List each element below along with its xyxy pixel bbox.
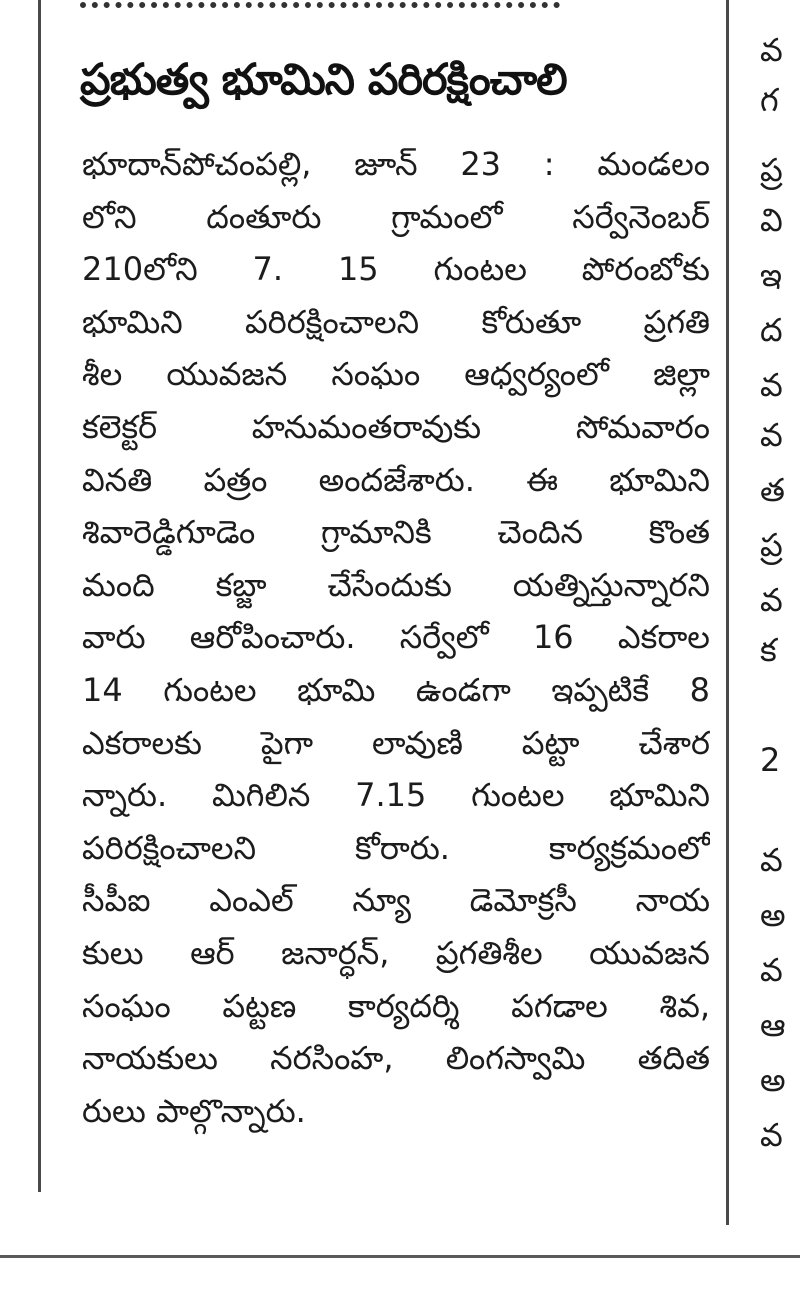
adjacent-column-fragment: వ	[760, 31, 783, 69]
adjacent-column-fragment: వ	[760, 416, 783, 454]
article-line: శివారెడ్డిగూడెం గ్రామానికి చెందిన కొంత	[82, 513, 710, 552]
article-line: కలెక్టర్ హనుమంతరావుకు సోమవారం	[82, 407, 710, 446]
adjacent-column-fragment: 2	[760, 741, 781, 779]
adjacent-column-fragment: ఆ	[760, 1006, 786, 1044]
adjacent-column-fragment: అ	[760, 896, 786, 934]
adjacent-column-fragment: వ	[760, 1116, 783, 1154]
article-line: వారు ఆరోపించారు. సర్వేలో 16 ఎకరాల	[82, 618, 710, 657]
adjacent-column-fragment: ప్ర	[760, 526, 783, 564]
adjacent-column-fragment: ద	[760, 311, 783, 349]
adjacent-column-fragment: ఇ	[760, 256, 783, 294]
adjacent-column-fragment: గ	[760, 81, 779, 119]
article-line: కులు ఆర్ జనార్ధన్, ప్రగతిశీల యువజన	[82, 933, 710, 972]
adjacent-column-fragment: ప్ర	[760, 151, 783, 189]
article-line: భూమిని పరిరక్షించాలని కోరుతూ ప్రగతి	[82, 302, 710, 341]
article-line: రులు పాల్గొన్నారు.	[82, 1091, 306, 1130]
article-line: 14 గుంటల భూమి ఉండగా ఇప్పటికే 8	[82, 670, 710, 709]
column-rule-left	[38, 0, 41, 1192]
previous-article-cutoff	[80, 0, 600, 10]
page-rule-bottom	[0, 1255, 800, 1258]
adjacent-column-fragment: వ	[760, 951, 783, 989]
article-line: నాయకులు నరసింహ, లింగస్వామి తదిత	[82, 1039, 710, 1078]
article-line: భూదాన్‌పోచంపల్లి, జూన్ 23 : మండలం	[82, 145, 710, 183]
adjacent-column-fragment: వి	[760, 201, 783, 239]
adjacent-column-fragment: అ	[760, 1061, 786, 1099]
article-line: సంఘం పట్టణ కార్యదర్శి పగడాల శివ,	[82, 986, 710, 1025]
article-line: వినతి పత్రం అందజేశారు. ఈ భూమిని	[82, 460, 710, 499]
article-line: 210లోని 7. 15 గుంటల పోరంబోకు	[82, 250, 710, 289]
article-line: న్నారు. మిగిలిన 7.15 గుంటల భూమిని	[82, 776, 710, 815]
article-line: లోని దంతూరు గ్రామంలో సర్వేనెంబర్	[82, 197, 710, 236]
column-rule-right	[726, 0, 729, 1225]
article-headline: ప్రభుత్వ భూమిని పరిరక్షించాలి	[80, 55, 567, 105]
article-body	[82, 138, 710, 1137]
adjacent-column-fragment: వ	[760, 366, 783, 404]
adjacent-column-cutoff	[760, 0, 800, 1250]
adjacent-column-fragment: త	[760, 471, 785, 509]
adjacent-column-fragment: వ	[760, 581, 783, 619]
article-line: శీల యువజన సంఘం ఆధ్వర్యంలో జిల్లా	[82, 355, 710, 394]
article-line: సీపీఐ ఎంఎల్ న్యూ డెమోక్రసీ నాయ	[82, 881, 710, 920]
article-line: పరిరక్షించాలని కోరారు. కార్యక్రమంలో	[82, 828, 710, 867]
article-line: మంది కబ్జా చేసేందుకు యత్నిస్తున్నారని	[82, 565, 710, 604]
adjacent-column-fragment: క	[760, 631, 777, 669]
adjacent-column-fragment: వ	[760, 841, 783, 879]
article-line: ఎకరాలకు పైగా లావుణి పట్టా చేశార	[82, 723, 710, 762]
